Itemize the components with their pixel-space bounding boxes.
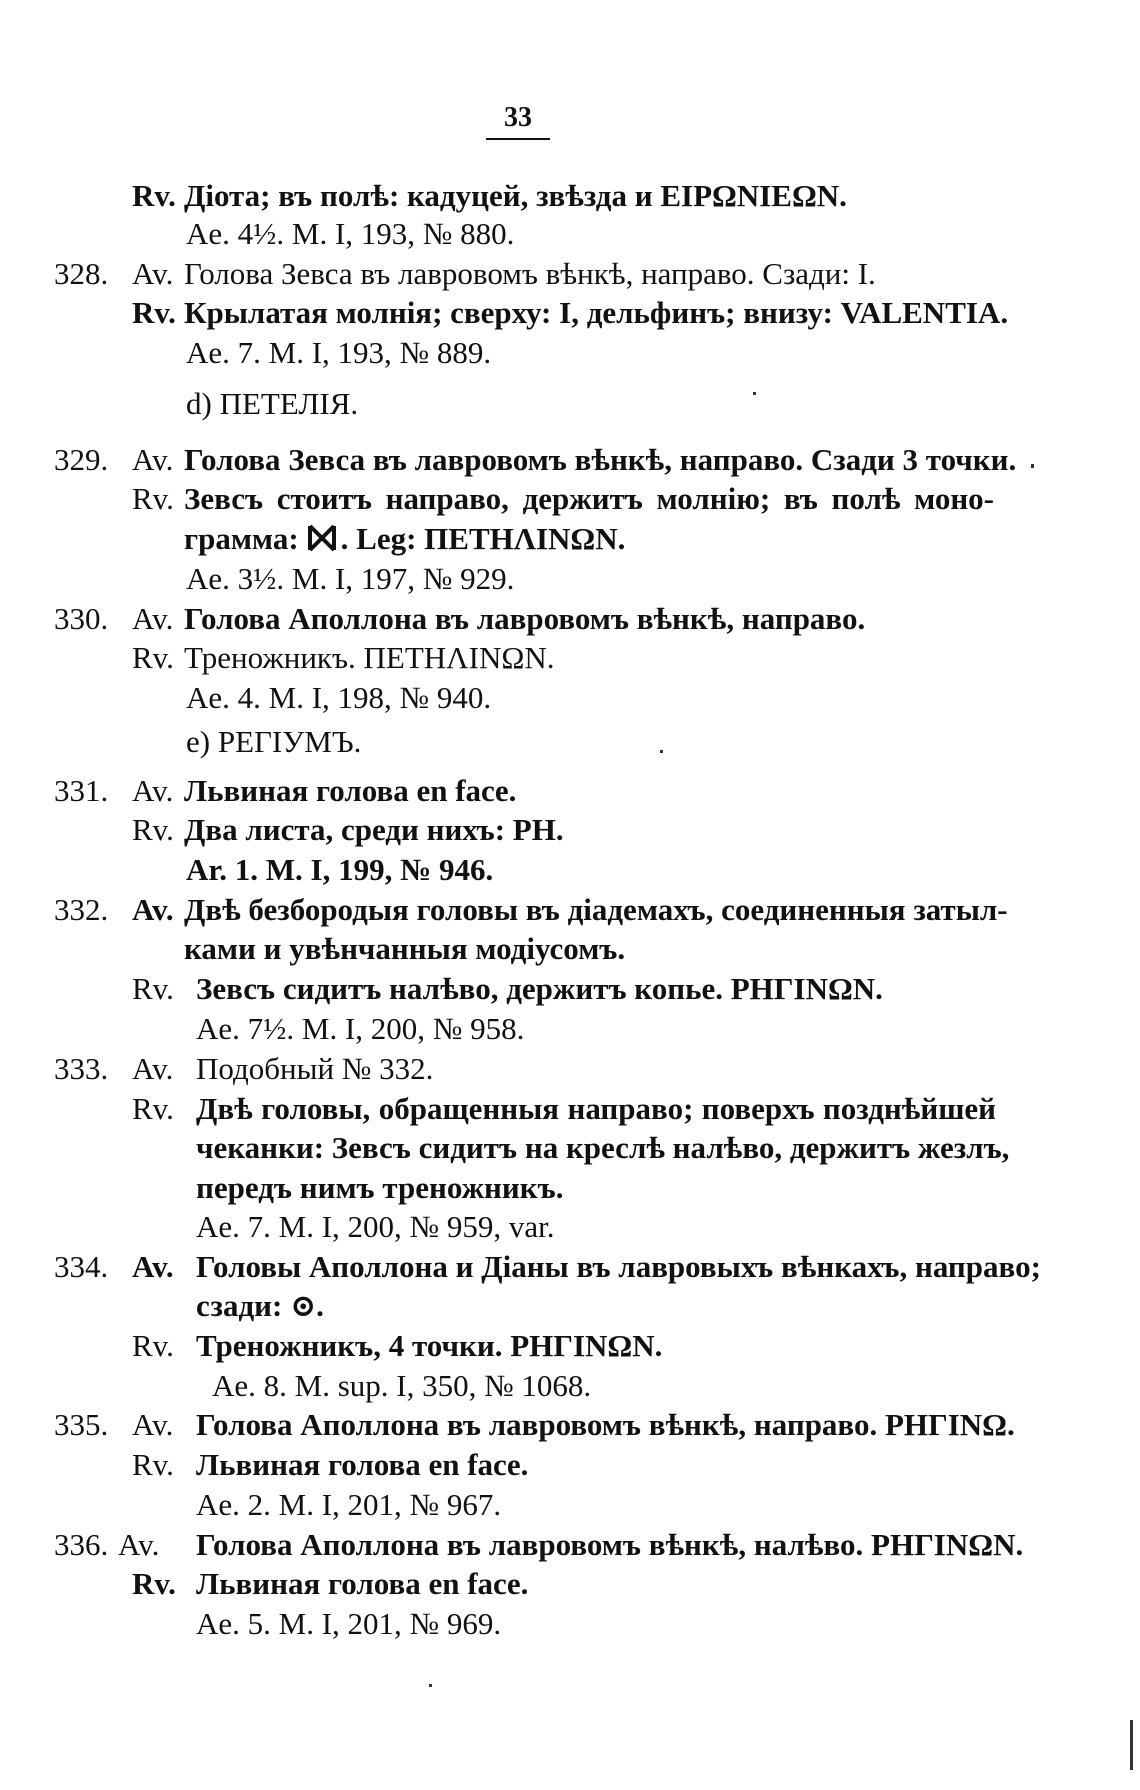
line-text: Діота; въ полѣ: кадуцей, звѣзда и ΕΙΡΩΝΙΕΩΝ. [184,178,847,213]
line-text: сзади: ⊙. [196,1288,324,1323]
reverse-label: Rv. [132,640,174,675]
line-text [184,890,1008,930]
line-text: Голова Аполлона въ лавровомъ вѣнкѣ, налѣво. ΡΗΓΙΝΩΝ. [196,1527,1024,1562]
obverse-label: Av. [132,892,174,927]
reference-text: Ae. 3½. M. I, 197, № 929. [186,561,515,596]
reference-text: Ae. 7. M. I, 193, № 889. [186,335,492,370]
entry-number: 336. [54,1527,109,1562]
line-text: Голова Зевса въ лавровомъ вѣнкѣ, направо. Сзади 3 точки. [184,442,1017,477]
reverse-label: Rv. [132,1447,174,1482]
reverse-label: Rv. [132,812,174,847]
justified-text: чеканки: Зевсъ сидитъ на креслѣ налѣво, держитъ жезлъ, [196,1130,1010,1165]
reference-text: Ae. 2. M. I, 201, № 967. [196,1487,502,1522]
entry-number: 330. [54,601,109,636]
reference-text: Ae. 7½. M. I, 200, № 958. [196,1011,525,1046]
obverse-label: Av. [132,601,174,636]
line-text: Голова Аполлона въ лавровомъ вѣнкѣ, направо. ΡΗΓΙΝΩ. [196,1407,1015,1442]
reverse-label: Rv. [132,1566,176,1601]
line-text [196,1128,1010,1168]
reverse-label: Rv. [132,295,176,330]
scan-speck [660,750,663,753]
obverse-label: Av. [132,1051,174,1086]
scan-edge-line [1130,1720,1133,1770]
line-text [196,1247,1041,1287]
obverse-label: Av. [132,773,174,808]
monogram-icon [307,523,337,563]
reference-text: Ae. 4½. M. I, 193, № 880. [186,216,515,251]
justified-text: Двѣ безбородыя головы въ діадемахъ, соединенныя затыл- [184,892,1008,927]
entry-number: 329. [54,442,109,477]
line-text-start: грамма: [184,521,299,556]
obverse-label: Av. [132,1407,174,1442]
line-text-end: . Leg: ΠΕΤΗΛΙΝΩΝ. [340,521,626,556]
reference-text: Ar. 1. M. I, 199, № 946. [186,852,494,887]
line-text: Голова Зевса въ лавровомъ вѣнкѣ, направо. Сзади: I. [184,256,876,291]
page-number: 33 [486,100,550,140]
obverse-label: Av. [132,256,174,291]
line-text: Львиная голова en face. [196,1447,529,1482]
section-heading-text: d) ПЕТЕЛІЯ. [186,386,359,421]
reference-text: Ae. 4. M. I, 198, № 940. [186,680,492,715]
obverse-label: Av. [132,442,174,477]
reference-text: Ae. 7. M. I, 200, № 959, var. [196,1209,555,1244]
scan-speck [1031,464,1034,468]
line-text [184,519,625,563]
line-text: Треножникъ, 4 точки. ΡΗΓΙΝΩΝ. [196,1328,663,1363]
line-text: Треножникъ. ΠΕΤΗΛΙΝΩΝ. [184,640,555,675]
line-text: Львиная голова en face. [184,773,517,808]
reverse-label: Rv. [132,481,174,516]
line-text: Подобный № 332. [196,1051,434,1086]
entry-number: 333. [54,1051,109,1086]
section-heading-text: e) РЕГІУМЪ. [186,724,362,759]
reverse-label: Rv. [132,971,174,1006]
line-text: ками и увѣнчанныя модіусомъ. [184,931,626,966]
scan-speck [429,1684,432,1687]
entry-number: 335. [54,1407,109,1442]
entry-number: 328. [54,256,109,291]
line-text: Львиная голова en face. [196,1566,529,1601]
scan-speck [753,392,756,395]
obverse-label: Av. [118,1527,160,1562]
line-text: Крылатая молнія; сверху: I, дельфинъ; внизу: VALENTIA. [184,295,1009,330]
line-text [196,1089,996,1129]
line-text [184,479,994,519]
reference-text: Ae. 8. M. sup. I, 350, № 1068. [212,1368,592,1403]
line-text: передъ нимъ треножникъ. [196,1170,564,1205]
entry-number: 331. [54,773,109,808]
line-text: Два листа, среди нихъ: PH. [184,812,564,847]
justified-text: Зевсъ стоитъ направо, держитъ молнію; въ полѣ моно- [184,481,994,516]
reference-text: Ae. 5. M. I, 201, № 969. [196,1606,502,1641]
justified-text: Головы Аполлона и Діаны въ лавровыхъ вѣнкахъ, направо; [196,1249,1041,1284]
reverse-label: Rv. [132,1328,174,1363]
reverse-label: Rv. [132,178,176,213]
reverse-label: Rv. [132,1091,174,1126]
line-text: Зевсъ сидитъ налѣво, держитъ копье. ΡΗΓΙΝΩΝ. [196,971,883,1006]
entry-number: 334. [54,1249,109,1284]
justified-text: Двѣ головы, обращенныя направо; поверхъ позднѣйшей [196,1091,996,1126]
entry-number: 332. [54,892,109,927]
line-text: Голова Аполлона въ лавровомъ вѣнкѣ, направо. [184,601,866,636]
obverse-label: Av. [132,1249,174,1284]
